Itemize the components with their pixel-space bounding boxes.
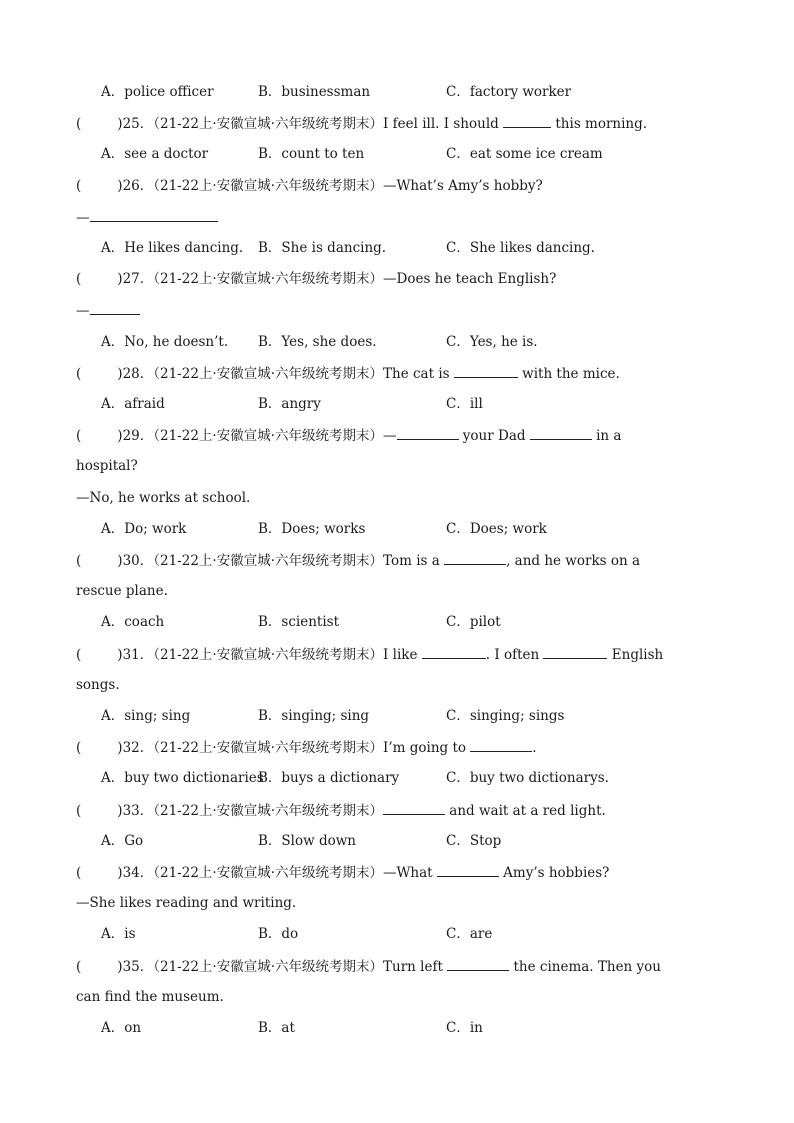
question-source: （21-22上·安徽宣城·六年级统考期末）	[153, 428, 384, 444]
q32-option-a: A．buy two dictionaries	[101, 770, 264, 786]
q30-option-b: B．scientist	[258, 614, 340, 630]
fill-blank[interactable]	[422, 645, 486, 659]
question-source: （21-22上·安徽宣城·六年级统考期末）	[153, 271, 384, 287]
fill-blank[interactable]	[444, 551, 506, 565]
fill-blank[interactable]	[454, 364, 518, 378]
question-number: 34．	[122, 865, 154, 881]
fill-blank[interactable]	[503, 114, 551, 128]
fill-blank[interactable]	[383, 801, 445, 815]
q33-option-a: A．Go	[101, 833, 144, 849]
q29-option-b: B．Does; works	[258, 521, 366, 537]
q32-stem: ( )32．（21-22上·安徽宣城·六年级统考期末）I’m going to .	[76, 740, 537, 756]
question-source: （21-22上·安徽宣城·六年级统考期末）	[153, 366, 384, 382]
question-number: 35．	[122, 959, 154, 975]
q31-stem-cont: songs.	[76, 677, 120, 693]
question-number: 29．	[122, 428, 154, 444]
question-number: 25．	[122, 116, 154, 132]
q31-option-a: A．sing; sing	[101, 708, 191, 724]
q25-stem: ( )25．（21-22上·安徽宣城·六年级统考期末）I feel ill. I should this morning.	[76, 116, 648, 132]
question-source: （21-22上·安徽宣城·六年级统考期末）	[153, 553, 384, 569]
q25-option-c: C．eat some ice cream	[446, 146, 603, 162]
q35-option-a: A．on	[101, 1020, 142, 1036]
fill-blank[interactable]	[90, 208, 218, 222]
answer-paren-open: (	[76, 116, 82, 132]
fill-blank[interactable]	[470, 738, 532, 752]
question-source: （21-22上·安徽宣城·六年级统考期末）	[153, 116, 384, 132]
q27-stem: ( )27．（21-22上·安徽宣城·六年级统考期末）—Does he teach English?	[76, 271, 557, 287]
q34-option-a: A．is	[101, 926, 136, 942]
q25-option-a: A．see a doctor	[101, 146, 209, 162]
q35-option-c: C．in	[446, 1020, 483, 1036]
q33-option-c: C．Stop	[446, 833, 502, 849]
fill-blank[interactable]	[437, 863, 499, 877]
q31-option-b: B．singing; sing	[258, 708, 370, 724]
question-source: （21-22上·安徽宣城·六年级统考期末）	[153, 178, 384, 194]
q32-option-b: B．buys a dictionary	[258, 770, 400, 786]
question-source: （21-22上·安徽宣城·六年级统考期末）	[153, 740, 384, 756]
q27-option-b: B．Yes, she does.	[258, 334, 377, 350]
q28-option-a: A．afraid	[101, 396, 165, 412]
q26-option-b: B．She is dancing.	[258, 240, 387, 256]
fill-blank[interactable]	[397, 426, 459, 440]
q34-reply: —She likes reading and writing.	[76, 895, 297, 911]
q29-stem-cont: hospital?	[76, 458, 138, 474]
q30-stem: ( )30．（21-22上·安徽宣城·六年级统考期末）Tom is a , and he works on a	[76, 553, 641, 569]
q32-option-c: C．buy two dictionarys.	[446, 770, 609, 786]
question-number: 30．	[122, 553, 154, 569]
q33-stem: ( )33．（21-22上·安徽宣城·六年级统考期末） and wait at a red light.	[76, 803, 606, 819]
q30-option-a: A．coach	[101, 614, 165, 630]
q28-stem: ( )28．（21-22上·安徽宣城·六年级统考期末）The cat is with the mice.	[76, 366, 620, 382]
q35-option-b: B．at	[258, 1020, 295, 1036]
question-number: 31．	[122, 647, 154, 663]
q29-option-c: C．Does; work	[446, 521, 547, 537]
fill-blank[interactable]	[543, 645, 607, 659]
q26-stem: ( )26．（21-22上·安徽宣城·六年级统考期末）—What’s Amy’s hobby?	[76, 178, 543, 194]
q33-option-b: B．Slow down	[258, 833, 356, 849]
question-source: （21-22上·安徽宣城·六年级统考期末）	[153, 959, 384, 975]
q29-option-a: A．Do; work	[101, 521, 187, 537]
q27-answer-line: —	[76, 301, 140, 320]
q26-option-c: C．She likes dancing.	[446, 240, 595, 256]
q24-option-c: C．factory worker	[446, 84, 572, 100]
q29-reply: —No, he works at school.	[76, 490, 251, 506]
q27-option-a: A．No, he doesn’t.	[101, 334, 229, 350]
question-number: 33．	[122, 803, 154, 819]
q31-stem: ( )31．（21-22上·安徽宣城·六年级统考期末）I like . I often English	[76, 647, 664, 663]
q34-stem: ( )34．（21-22上·安徽宣城·六年级统考期末）—What Amy’s hobbies?	[76, 865, 610, 881]
fill-blank[interactable]	[530, 426, 592, 440]
q30-stem-cont: rescue plane.	[76, 583, 168, 599]
q31-option-c: C．singing; sings	[446, 708, 565, 724]
question-source: （21-22上·安徽宣城·六年级统考期末）	[153, 865, 384, 881]
q25-option-b: B．count to ten	[258, 146, 365, 162]
q24-option-a: A．police officer	[101, 84, 214, 100]
question-source: （21-22上·安徽宣城·六年级统考期末）	[153, 647, 384, 663]
q28-option-c: C．ill	[446, 396, 483, 412]
question-number: 28．	[122, 366, 154, 382]
fill-blank[interactable]	[90, 301, 140, 315]
question-number: 26．	[122, 178, 154, 194]
q27-option-c: C．Yes, he is.	[446, 334, 538, 350]
q34-option-b: B．do	[258, 926, 299, 942]
q29-stem: ( )29．（21-22上·安徽宣城·六年级统考期末）— your Dad in a	[76, 428, 622, 444]
q35-stem-cont: can find the museum.	[76, 989, 224, 1005]
question-source: （21-22上·安徽宣城·六年级统考期末）	[153, 803, 384, 819]
q26-answer-line: —	[76, 208, 218, 227]
q34-option-c: C．are	[446, 926, 493, 942]
q28-option-b: B．angry	[258, 396, 321, 412]
q26-option-a: A．He likes dancing.	[101, 240, 244, 256]
question-number: 27．	[122, 271, 154, 287]
q24-option-b: B．businessman	[258, 84, 371, 100]
question-number: 32．	[122, 740, 154, 756]
q35-stem: ( )35．（21-22上·安徽宣城·六年级统考期末）Turn left the cinema. Then you	[76, 959, 661, 975]
fill-blank[interactable]	[447, 957, 509, 971]
q30-option-c: C．pilot	[446, 614, 501, 630]
